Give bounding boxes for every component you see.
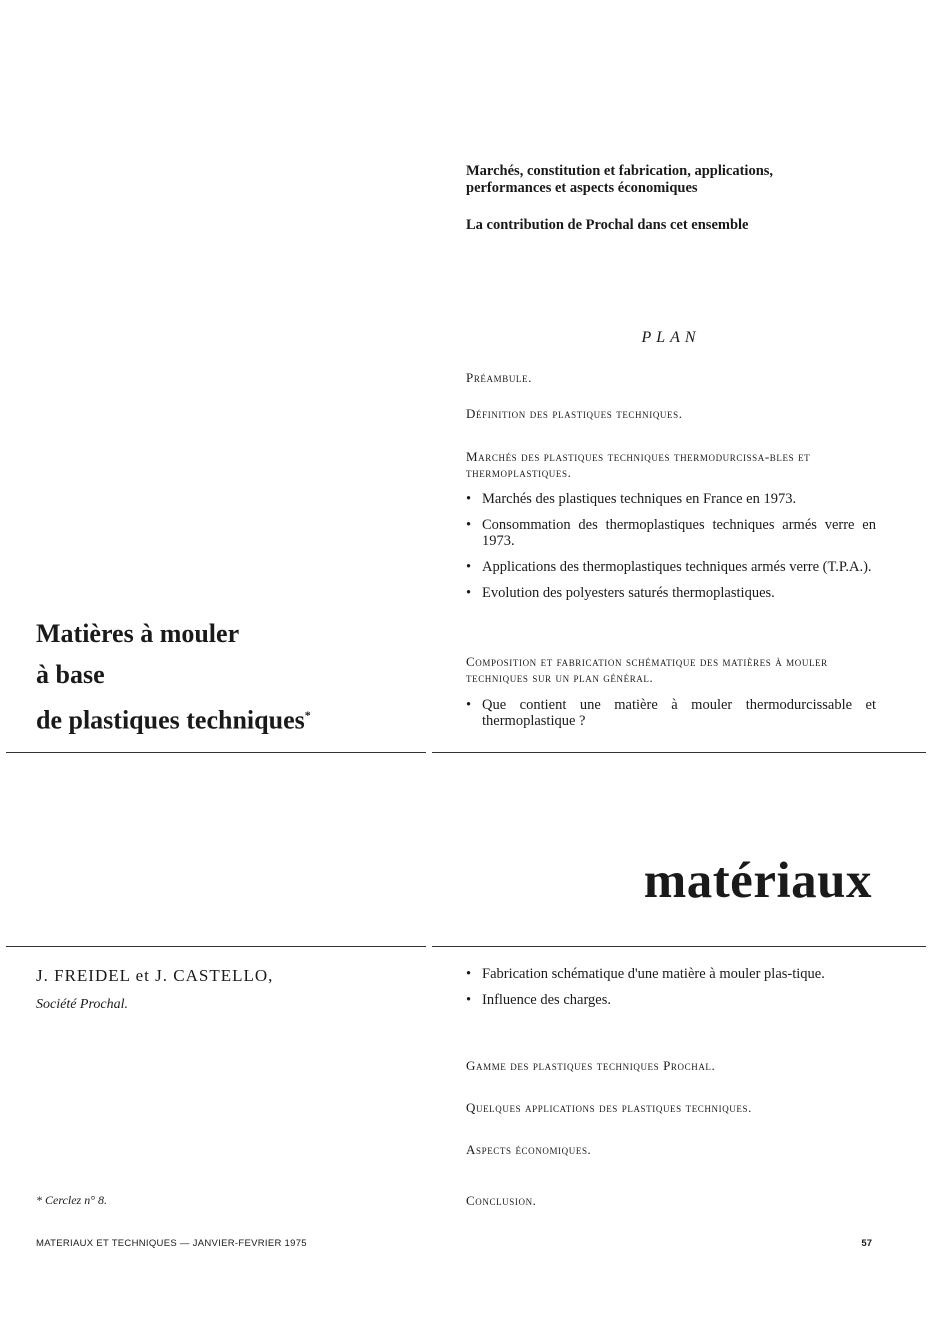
article-title: [36, 613, 436, 741]
marches-list: [466, 491, 876, 611]
article-subtitle: [466, 163, 866, 197]
list-item: • Applications des thermoplastiques techniques armés verre (T.P.A.).: [466, 559, 876, 575]
divider-rule: [432, 752, 926, 753]
plan-gamme: Gamme des plastiques techniques Prochal.: [466, 1058, 716, 1073]
plan-applications: Quelques applications des plastiques techniques.: [466, 1100, 752, 1115]
subtitle-line-1: Marchés, constitution et fabrication, applications,: [466, 163, 774, 179]
plan-definition: Définition des plastiques techniques.: [466, 406, 683, 421]
title-line-3-text: de plastiques techniques: [36, 705, 305, 735]
list-item: • Consommation des thermoplastiques techniques armés verre en 1973.: [466, 517, 876, 549]
title-line-2: à base: [36, 660, 105, 689]
company: Société Prochal.: [36, 997, 129, 1012]
plan-composition-heading: Composition et fabrication schématique des matières à mouler techniques sur un plan général.: [466, 654, 828, 685]
plan-preambule: Préambule.: [466, 370, 532, 385]
authors: J. FREIDEL et J. CASTELLO,: [36, 966, 274, 985]
continued-list: [466, 966, 876, 1018]
title-line-3: [36, 695, 436, 741]
subtitle-line-2: performances et aspects économiques: [466, 180, 698, 196]
section-heading: matériaux: [643, 853, 872, 909]
list-item: • Marchés des plastiques techniques en France en 1973.: [466, 491, 876, 507]
divider-rule: [6, 752, 426, 753]
title-footnote-mark: *: [304, 708, 311, 722]
plan-title: PLAN: [641, 329, 701, 346]
list-item: • Influence des charges.: [466, 992, 876, 1008]
page-number: 57: [861, 1238, 872, 1249]
composition-list: [466, 697, 876, 739]
plan-marches-heading: Marchés des plastiques techniques thermodurcissa-bles et thermoplastiques.: [466, 449, 811, 480]
list-item: • Fabrication schématique d'une matière à mouler plas-tique.: [466, 966, 876, 982]
title-line-1: Matières à mouler: [36, 619, 240, 648]
divider-rule: [6, 946, 426, 947]
journal-footer: MATERIAUX ET TECHNIQUES — JANVIER-FEVRIER 1975: [36, 1238, 307, 1249]
divider-rule: [432, 946, 926, 947]
plan-conclusion: Conclusion.: [466, 1193, 537, 1208]
list-item: • Evolution des polyesters saturés thermoplastiques.: [466, 585, 876, 601]
contribution-line: La contribution de Prochal dans cet ensemble: [466, 217, 749, 233]
list-item: • Que contient une matière à mouler thermodurcissable et thermoplastique ?: [466, 697, 876, 729]
plan-aspects: Aspects économiques.: [466, 1142, 592, 1157]
footnote: * Cerclez n° 8.: [36, 1193, 108, 1207]
